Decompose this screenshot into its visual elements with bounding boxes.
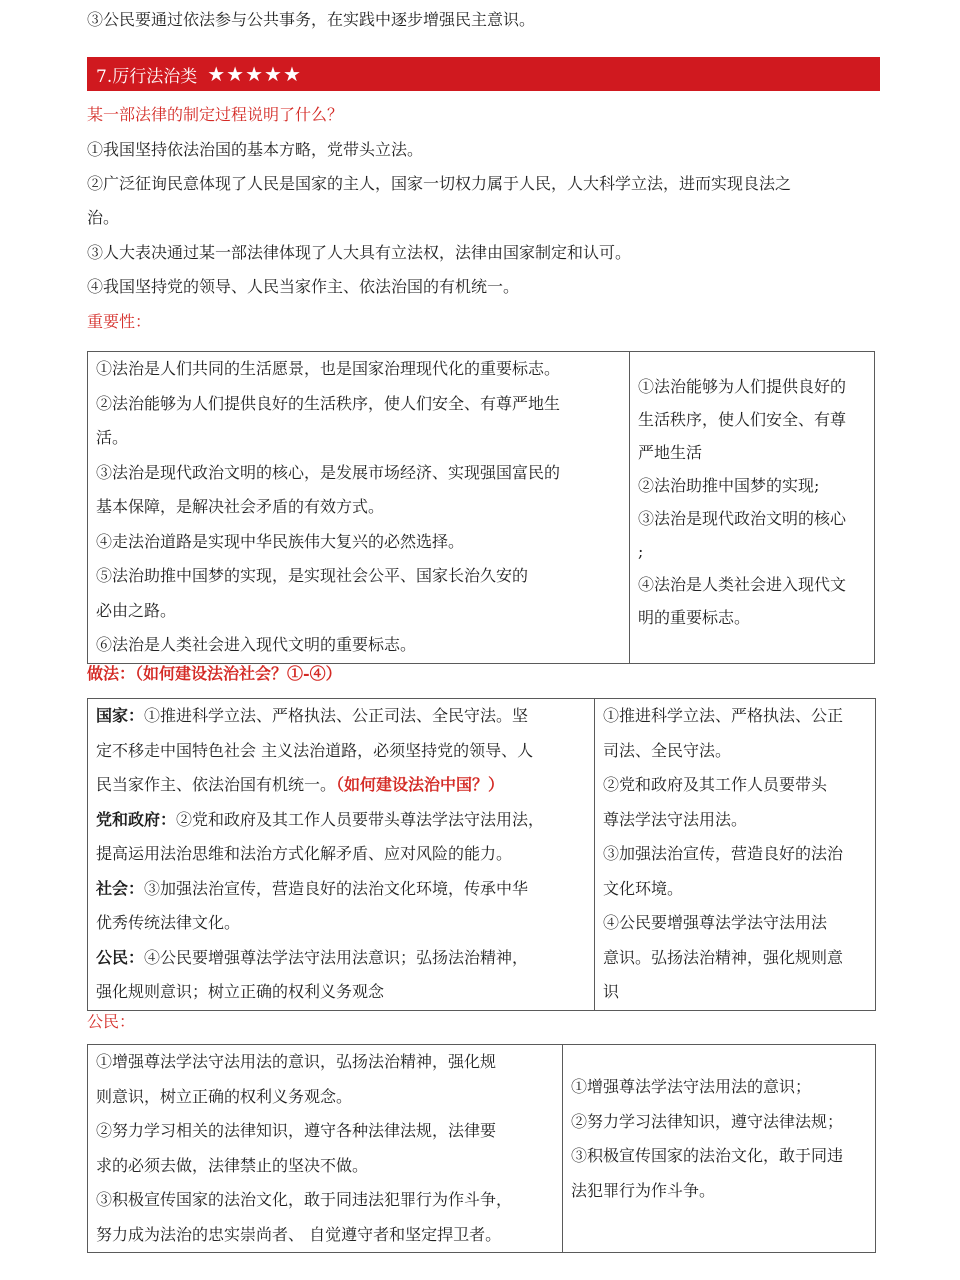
citizens-summary [562,1045,875,1252]
answer-line: ①我国坚持依法治国的基本方略，党带头立法。 [87,140,424,159]
citizens-table [87,1044,876,1253]
subject-label: 国家： [96,706,145,725]
list-item: 生活秩序，使人们安全、有尊 [638,410,847,429]
section-title: 7.厉行法治类 [96,66,198,87]
list-item: ③积极宣传国家的法治文化，敢于同违 [571,1146,844,1165]
list-item [96,768,594,803]
list-item: ④公民要增强尊法学法守法用法 [603,913,828,932]
list-item: 努力成为法治的忠实崇尚者、 自觉遵守者和坚定捍卫者。 [96,1224,502,1244]
methods-summary [594,699,875,1010]
list-item: ④走法治道路是实现中华民族伟大复兴的必然选择。 [96,531,465,551]
subject-label: 党和政府： [96,809,177,829]
list-item: 明的重要标志。 [638,608,751,627]
citizens-detail [88,1045,562,1252]
item-text: 民当家作主、依法治国有机统一。 [96,775,337,794]
list-item: 优秀传统法律文化。 [96,913,241,932]
item-text: ④公民要增强尊法学法守法用法意识；弘扬法治精神， [144,947,529,967]
list-item: ⑤法治助推中国梦的实现，是实现社会公平、国家长治久安的 [96,566,529,585]
section-banner [87,57,880,91]
list-item: ②党和政府及其工作人员要带头 [603,775,828,794]
list-item: 活。 [96,428,129,447]
methods-heading [87,663,342,685]
importance-summary [629,352,874,663]
list-item: ①增强尊法学法守法用法的意识； [571,1077,812,1096]
list-item: 则意识，树立正确的权利义务观念。 [96,1086,353,1106]
list-item: 求的必须去做，法律禁止的坚决不做。 [96,1155,369,1175]
list-item: ②法治助推中国梦的实现; [638,476,820,495]
list-item [96,699,594,734]
list-item [96,803,594,838]
answer-line: ③人大表决通过某一部法律体现了人大具有立法权，法律由国家制定和认可。 [87,243,632,262]
list-item: 必由之路。 [96,600,177,620]
list-item: ①增强尊法学法守法用法的意识，弘扬法治精神，强化规 [96,1052,497,1071]
list-item: ③法治是现代政治文明的核心，是发展市场经济、实现强国富民的 [96,462,561,482]
subject-label: 社会： [96,878,145,898]
methods-detail [88,699,594,1010]
subject-label: 公民： [96,947,145,967]
list-item: ②努力学习相关的法律知识，遵守各种法律法规，法律要 [96,1121,497,1140]
methods-table [87,698,876,1011]
item-text: ③加强法治宣传，营造良好的法治文化环境，传承中华 [144,878,529,898]
methods-heading-label: 做法： [87,664,136,683]
methods-heading-note: （如何建设法治社会？①-④） [135,664,342,683]
list-item: ③加强法治宣传，营造良好的法治 [603,844,844,863]
list-item: ④法治是人类社会进入现代文 [638,575,847,594]
answer-line: 治。 [87,208,120,227]
item-text: ②党和政府及其工作人员要带头尊法学法守法用法， [176,809,545,829]
answer-line: ④我国坚持党的领导、人民当家作主、依法治国的有机统一。 [87,277,520,296]
importance-heading: 重要性： [87,312,152,331]
list-item: 尊法学法守法用法。 [603,809,748,829]
question-heading: 某一部法律的制定过程说明了什么？ [87,105,344,124]
list-item: ②法治能够为人们提供良好的生活秩序，使人们安全、有尊严地生 [96,393,561,413]
list-item: 识 [603,982,620,1001]
star-rating: ★★★★★ [207,62,302,86]
intro-line: ③公民要通过依法参与公共事务，在实践中逐步增强民主意识。 [87,10,536,29]
item-text: ①推进科学立法、严格执法、公正司法、全民守法。坚 [144,706,529,725]
answer-line: ②广泛征询民意体现了人民是国家的主人，国家一切权力属于人民，人大科学立法，进而实现良法之 [87,174,792,193]
importance-table [87,351,875,664]
list-item: ; [638,542,644,561]
list-item [96,872,594,907]
list-item: 文化环境。 [603,878,684,898]
list-item: 提高运用法治思维和法治方式化解矛盾、应对风险的能力。 [96,844,513,863]
list-item [96,941,594,976]
list-item: 司法、全民守法。 [603,740,732,760]
list-item: ②努力学习法律知识，遵守法律法规； [571,1111,844,1131]
citizens-heading: 公民： [87,1012,136,1031]
list-item: 基本保障，是解决社会矛盾的有效方式。 [96,497,385,516]
inline-note: （如何建设法治中国？） [336,775,505,794]
list-item: ⑥法治是人类社会进入现代文明的重要标志。 [96,635,417,654]
list-item: 意识。弘扬法治精神，强化规则意 [603,947,844,967]
list-item: 严地生活 [638,443,703,462]
list-item: ①法治是人们共同的生活愿景，也是国家治理现代化的重要标志。 [96,359,561,378]
list-item: 强化规则意识；树立正确的权利义务观念 [96,982,385,1001]
importance-full-list [88,352,629,663]
list-item: ①法治能够为人们提供良好的 [638,377,847,396]
list-item: ③法治是现代政治文明的核心 [638,509,847,528]
list-item: ③积极宣传国家的法治文化，敢于同违法犯罪行为作斗争， [96,1190,513,1209]
list-item: 法犯罪行为作斗争。 [571,1180,716,1200]
list-item: ①推进科学立法、严格执法、公正 [603,706,844,725]
list-item: 定不移走中国特色社会 主义法治道路，必须坚持党的领导、人 [96,740,534,760]
